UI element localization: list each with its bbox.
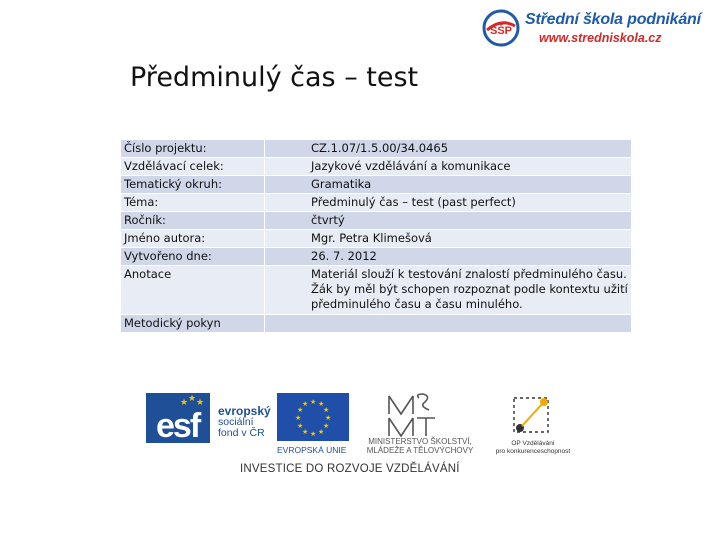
project-info-table	[120, 139, 632, 333]
row-value: Předminulý čas – test (past perfect)	[265, 194, 632, 212]
msmt-label-line: MLÁDEŽE A TĚLOVÝCHOVY	[366, 446, 474, 455]
svg-text:★: ★	[310, 430, 317, 438]
row-value: Mgr. Petra Klimešová	[265, 230, 632, 248]
table-row	[121, 230, 632, 248]
svg-text:★: ★	[318, 400, 325, 408]
row-key: Jméno autora:	[121, 230, 265, 248]
svg-text:★: ★	[323, 406, 330, 414]
svg-text:★: ★	[180, 397, 189, 407]
row-key: Metodický pokyn	[121, 315, 265, 333]
row-key: Anotace	[121, 266, 265, 315]
eu-stars-icon	[277, 393, 349, 441]
esf-caption	[218, 406, 271, 439]
row-value: Jazykové vzdělávání a komunikace	[265, 158, 632, 176]
table-row	[121, 248, 632, 266]
school-url: www.stredniskola.cz	[539, 31, 662, 45]
annotation-line: Materiál slouží k testování znalostí předminulého času.	[311, 267, 627, 281]
row-value: 26. 7. 2012	[265, 248, 632, 266]
funding-banner	[140, 388, 580, 480]
esf-logo	[146, 393, 210, 443]
op-label-line: pro konkurenceschopnost	[495, 448, 571, 455]
table-row	[121, 266, 632, 315]
esf-caption-line: sociální	[218, 416, 254, 428]
table-row	[121, 212, 632, 230]
svg-text:★: ★	[318, 428, 325, 436]
row-key: Číslo projektu:	[121, 140, 265, 158]
school-emblem-text: SŠP	[489, 25, 513, 37]
row-key: Vytvořeno dne:	[121, 248, 265, 266]
svg-text:★: ★	[310, 398, 317, 406]
school-emblem-icon	[481, 8, 521, 48]
row-key: Vzdělávací celek:	[121, 158, 265, 176]
table-row	[121, 315, 632, 333]
eu-label: EVROPSKÁ UNIE	[277, 445, 347, 455]
esf-caption-line: fond v ČR	[218, 427, 265, 439]
msmt-logo-icon	[385, 392, 445, 438]
svg-text:★: ★	[295, 414, 302, 422]
msmt-label	[355, 437, 485, 455]
school-logo	[481, 8, 713, 48]
svg-text:★: ★	[325, 414, 332, 422]
row-value	[265, 315, 632, 333]
svg-text:★: ★	[297, 406, 304, 414]
op-logo-icon	[508, 394, 554, 438]
svg-text:★: ★	[188, 393, 197, 403]
row-value: CZ.1.07/1.5.00/34.0465	[265, 140, 632, 158]
row-key: Téma:	[121, 194, 265, 212]
svg-text:★: ★	[297, 422, 304, 430]
esf-logo-text: esf	[156, 407, 200, 445]
annotation-line: Žák by měl být schopen rozpoznat podle kontextu užití	[311, 282, 628, 296]
row-value	[265, 266, 632, 315]
annotation-line: předminulého času a času minulého.	[311, 297, 523, 311]
table-row	[121, 176, 632, 194]
row-key: Ročník:	[121, 212, 265, 230]
eu-flag-icon	[277, 393, 349, 441]
op-label	[488, 440, 578, 456]
svg-text:★: ★	[302, 400, 309, 408]
svg-text:★: ★	[323, 422, 330, 430]
table-row	[121, 194, 632, 212]
table-row	[121, 140, 632, 158]
esf-caption-line: evropský	[218, 404, 271, 418]
op-label-line: OP Vzdělávání	[511, 440, 555, 447]
row-key: Tematický okruh:	[121, 176, 265, 194]
school-name: Střední škola podnikání	[525, 11, 701, 28]
row-value: čtvrtý	[265, 212, 632, 230]
msmt-label-line: MINISTERSTVO ŠKOLSTVÍ,	[368, 437, 472, 446]
svg-text:★: ★	[196, 397, 205, 407]
svg-text:★: ★	[302, 428, 309, 436]
investice-slogan: INVESTICE DO ROZVOJE VZDĚLÁVÁNÍ	[240, 463, 460, 475]
slide-title: Předminulý čas – test	[130, 62, 419, 93]
table-row	[121, 158, 632, 176]
row-value: Gramatika	[265, 176, 632, 194]
